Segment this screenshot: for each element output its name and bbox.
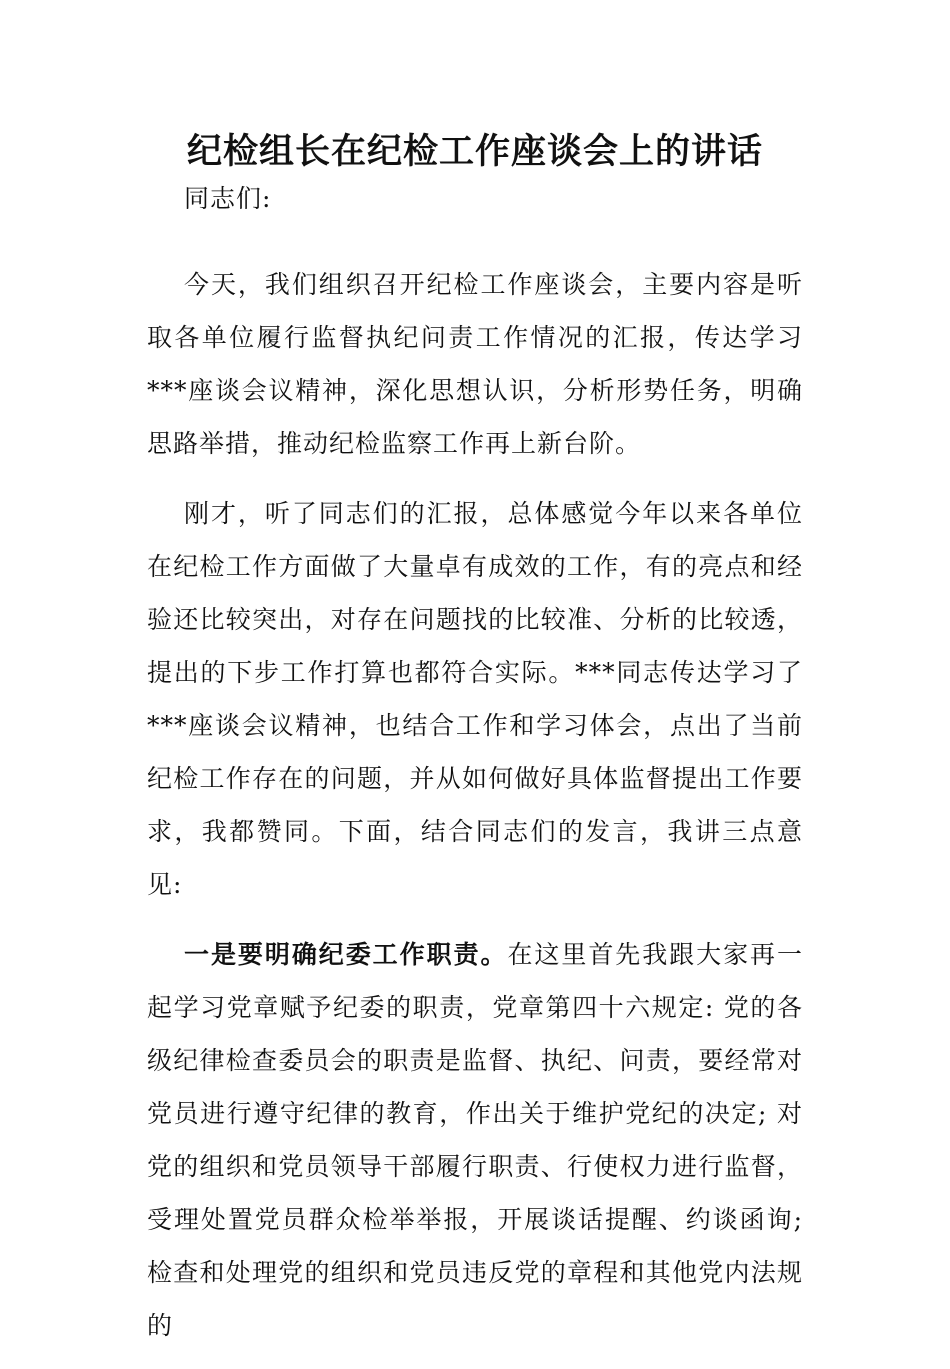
speech-body xyxy=(147,258,803,1369)
paragraph-point-one-text: 在这里首先我跟大家再一起学习党章赋予纪委的职责，党章第四十六规定: 党的各级纪律检查委员会的职责是监督、执纪、问责，要经常对党员进行遵守纪律的教育，作出关于维护党纪的决定; 对党的组织和党员领导干部履行职责、行使权力进行监督，受理处置党员群众检举举报，开展谈话提醒、约谈函询; 检查和处理党的组织和党员违反党的章程和其他党内法规的 xyxy=(147,940,803,1340)
paragraph-opening xyxy=(147,258,803,470)
document-title: 纪检组长在纪检工作座谈会上的讲话 xyxy=(186,131,763,172)
greeting-text: 同志们: xyxy=(184,184,272,213)
paragraph-opening-text: 今天，我们组织召开纪检工作座谈会，主要内容是听取各单位履行监督执纪问责工作情况的汇报，传达学习***座谈会议精神，深化思想认识，分析形势任务，明确思路举措，推动纪检监察工作再上新台阶。 xyxy=(147,270,803,458)
paragraph-feedback-text: 刚才，听了同志们的汇报，总体感觉今年以来各单位在纪检工作方面做了大量卓有成效的工作，有的亮点和经验还比较突出，对存在问题找的比较准、分析的比较透，提出的下步工作打算也都符合实际。***同志传达学习了***座谈会议精神，也结合工作和学习体会，点出了当前纪检工作存在的问题，并从如何做好具体监督提出工作要求，我都赞同。下面，结合同志们的发言，我讲三点意见: xyxy=(147,499,803,899)
paragraph-point-one-lead: 一是要明确纪委工作职责。 xyxy=(184,940,508,969)
greeting-block xyxy=(147,172,803,242)
paragraph-point-one xyxy=(147,928,803,1352)
paragraph-feedback xyxy=(147,487,803,911)
